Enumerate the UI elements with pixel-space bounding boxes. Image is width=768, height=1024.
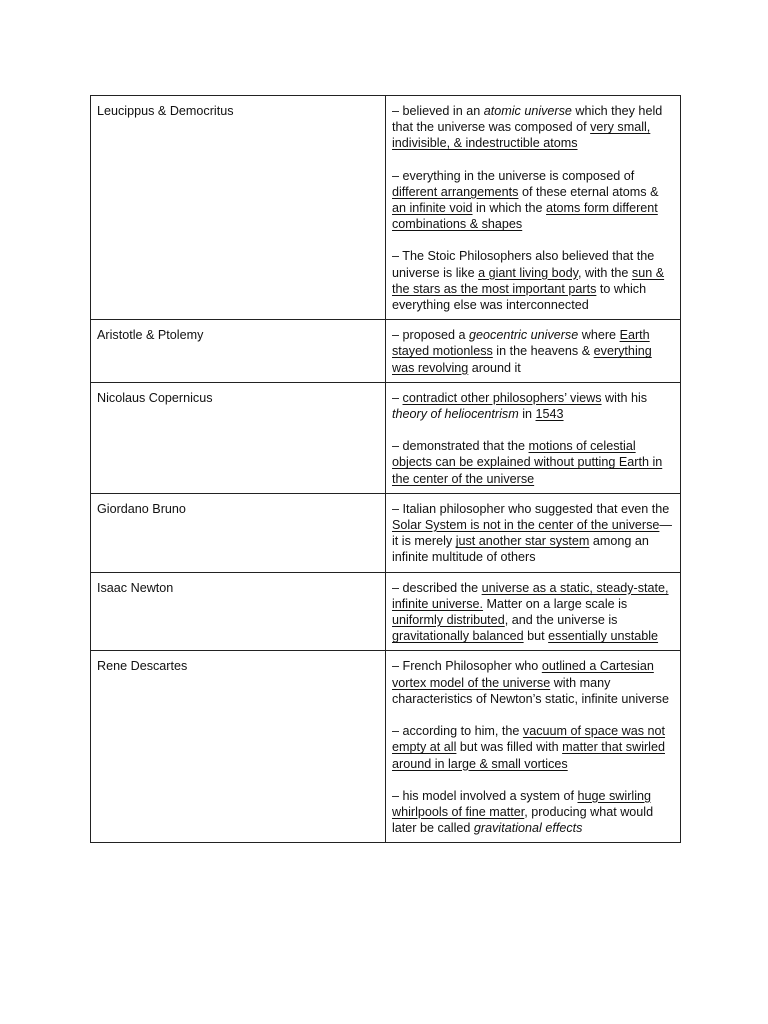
text-run: , with the bbox=[577, 265, 632, 280]
philosopher-notes bbox=[386, 493, 681, 572]
text-run: atoms form different combinations & shapes bbox=[392, 201, 658, 232]
note-paragraph bbox=[392, 501, 674, 566]
text-run: , producing what would later be called bbox=[392, 804, 654, 836]
text-run: among an infinite multitude of others bbox=[392, 534, 649, 565]
philosopher-name: Leucippus & Democritus bbox=[91, 96, 386, 320]
text-run: very small, indivisible, & indestructible atoms bbox=[392, 120, 651, 151]
text-run: but bbox=[523, 629, 549, 644]
philosopher-name: Giordano Bruno bbox=[91, 493, 386, 572]
text-run: – The Stoic Philosophers also believed that the universe is like bbox=[392, 249, 655, 280]
text-run: of these eternal atoms & bbox=[518, 184, 659, 199]
table-row bbox=[91, 382, 681, 493]
text-run: uniformly distributed bbox=[392, 613, 505, 628]
text-run: just another star system bbox=[455, 534, 590, 549]
text-run: – according to him, the bbox=[392, 724, 523, 739]
philosopher-name: Aristotle & Ptolemy bbox=[91, 320, 386, 383]
text-run: – believed in an bbox=[392, 104, 484, 118]
text-run: 1543 bbox=[535, 407, 564, 422]
philosopher-notes bbox=[386, 382, 681, 493]
text-run: – French Philosopher who bbox=[392, 659, 542, 674]
text-run: in bbox=[518, 407, 536, 422]
text-run: in the heavens & bbox=[492, 344, 594, 359]
table-body bbox=[91, 96, 681, 843]
text-run: which they held that the universe was composed of bbox=[392, 104, 663, 135]
text-run: where bbox=[578, 328, 620, 343]
text-run: huge swirling whirlpools of fine matter bbox=[392, 788, 652, 819]
text-run: but was filled with bbox=[456, 740, 563, 755]
text-run: – proposed a bbox=[392, 328, 470, 343]
text-run: everything was revolving bbox=[392, 344, 652, 375]
text-run: a giant living body bbox=[478, 265, 578, 280]
text-run: universe as a static, steady-state, infinite universe. bbox=[392, 580, 669, 611]
text-run: theory of heliocentrism bbox=[392, 407, 519, 422]
text-run: sun & the stars as the most important parts bbox=[392, 265, 665, 296]
philosophers-table bbox=[90, 95, 681, 843]
text-run: , and the universe is bbox=[504, 613, 618, 628]
text-run: Solar System is not in the center of the universe bbox=[392, 518, 660, 533]
text-run: in which the bbox=[472, 201, 547, 216]
table-row bbox=[91, 96, 681, 320]
note-paragraph bbox=[392, 327, 674, 376]
philosopher-notes bbox=[386, 572, 681, 651]
text-run: contradict other philosophers’ views bbox=[402, 390, 602, 405]
note-paragraph bbox=[392, 658, 674, 707]
note-paragraph bbox=[392, 438, 674, 487]
text-run: Earth stayed motionless bbox=[392, 328, 650, 359]
text-run: gravitationally balanced bbox=[392, 629, 524, 644]
text-run: atomic universe bbox=[483, 104, 572, 118]
philosopher-name: Nicolaus Copernicus bbox=[91, 382, 386, 493]
text-run: with many characteristics of Newton’s static, infinite universe bbox=[392, 675, 669, 706]
note-paragraph bbox=[392, 723, 674, 772]
table-row bbox=[91, 572, 681, 651]
text-run: gravitational effects bbox=[473, 821, 583, 836]
text-run: to which everything else was interconnected bbox=[392, 281, 647, 313]
text-run: geocentric universe bbox=[469, 328, 579, 343]
text-run: essentially unstable bbox=[548, 629, 659, 644]
table-row bbox=[91, 651, 681, 843]
philosopher-notes bbox=[386, 96, 681, 320]
philosopher-name: Isaac Newton bbox=[91, 572, 386, 651]
note-paragraph bbox=[392, 168, 674, 233]
text-run: – demonstrated that the bbox=[392, 439, 529, 454]
text-run: – everything in the universe is composed of bbox=[392, 168, 635, 183]
note-paragraph bbox=[392, 390, 674, 422]
text-run: Matter on a large scale is bbox=[483, 596, 628, 611]
table-row bbox=[91, 320, 681, 383]
text-run: vacuum of space was not empty at all bbox=[392, 724, 666, 755]
philosopher-name: Rene Descartes bbox=[91, 651, 386, 843]
text-run: —it is merely bbox=[392, 518, 672, 549]
text-run: outlined a Cartesian vortex model of the universe bbox=[392, 659, 654, 690]
text-run: – his model involved a system of bbox=[392, 788, 578, 803]
note-paragraph bbox=[392, 580, 674, 645]
text-run: an infinite void bbox=[392, 201, 473, 216]
note-paragraph bbox=[392, 248, 674, 313]
text-run: – Italian philosopher who suggested that even the bbox=[392, 501, 670, 516]
text-run: matter that swirled around in large & small vortices bbox=[392, 740, 665, 771]
philosopher-notes bbox=[386, 651, 681, 843]
philosopher-notes bbox=[386, 320, 681, 383]
text-run: with his bbox=[601, 390, 648, 405]
text-run: – described the bbox=[392, 580, 482, 595]
text-run: around it bbox=[468, 360, 521, 375]
text-run: different arrangements bbox=[392, 184, 519, 199]
table-row bbox=[91, 493, 681, 572]
note-paragraph bbox=[392, 788, 674, 837]
text-run: – bbox=[392, 390, 403, 405]
text-run: motions of celestial objects can be explained without putting Earth in the center of the universe bbox=[392, 439, 663, 486]
note-paragraph bbox=[392, 103, 674, 152]
